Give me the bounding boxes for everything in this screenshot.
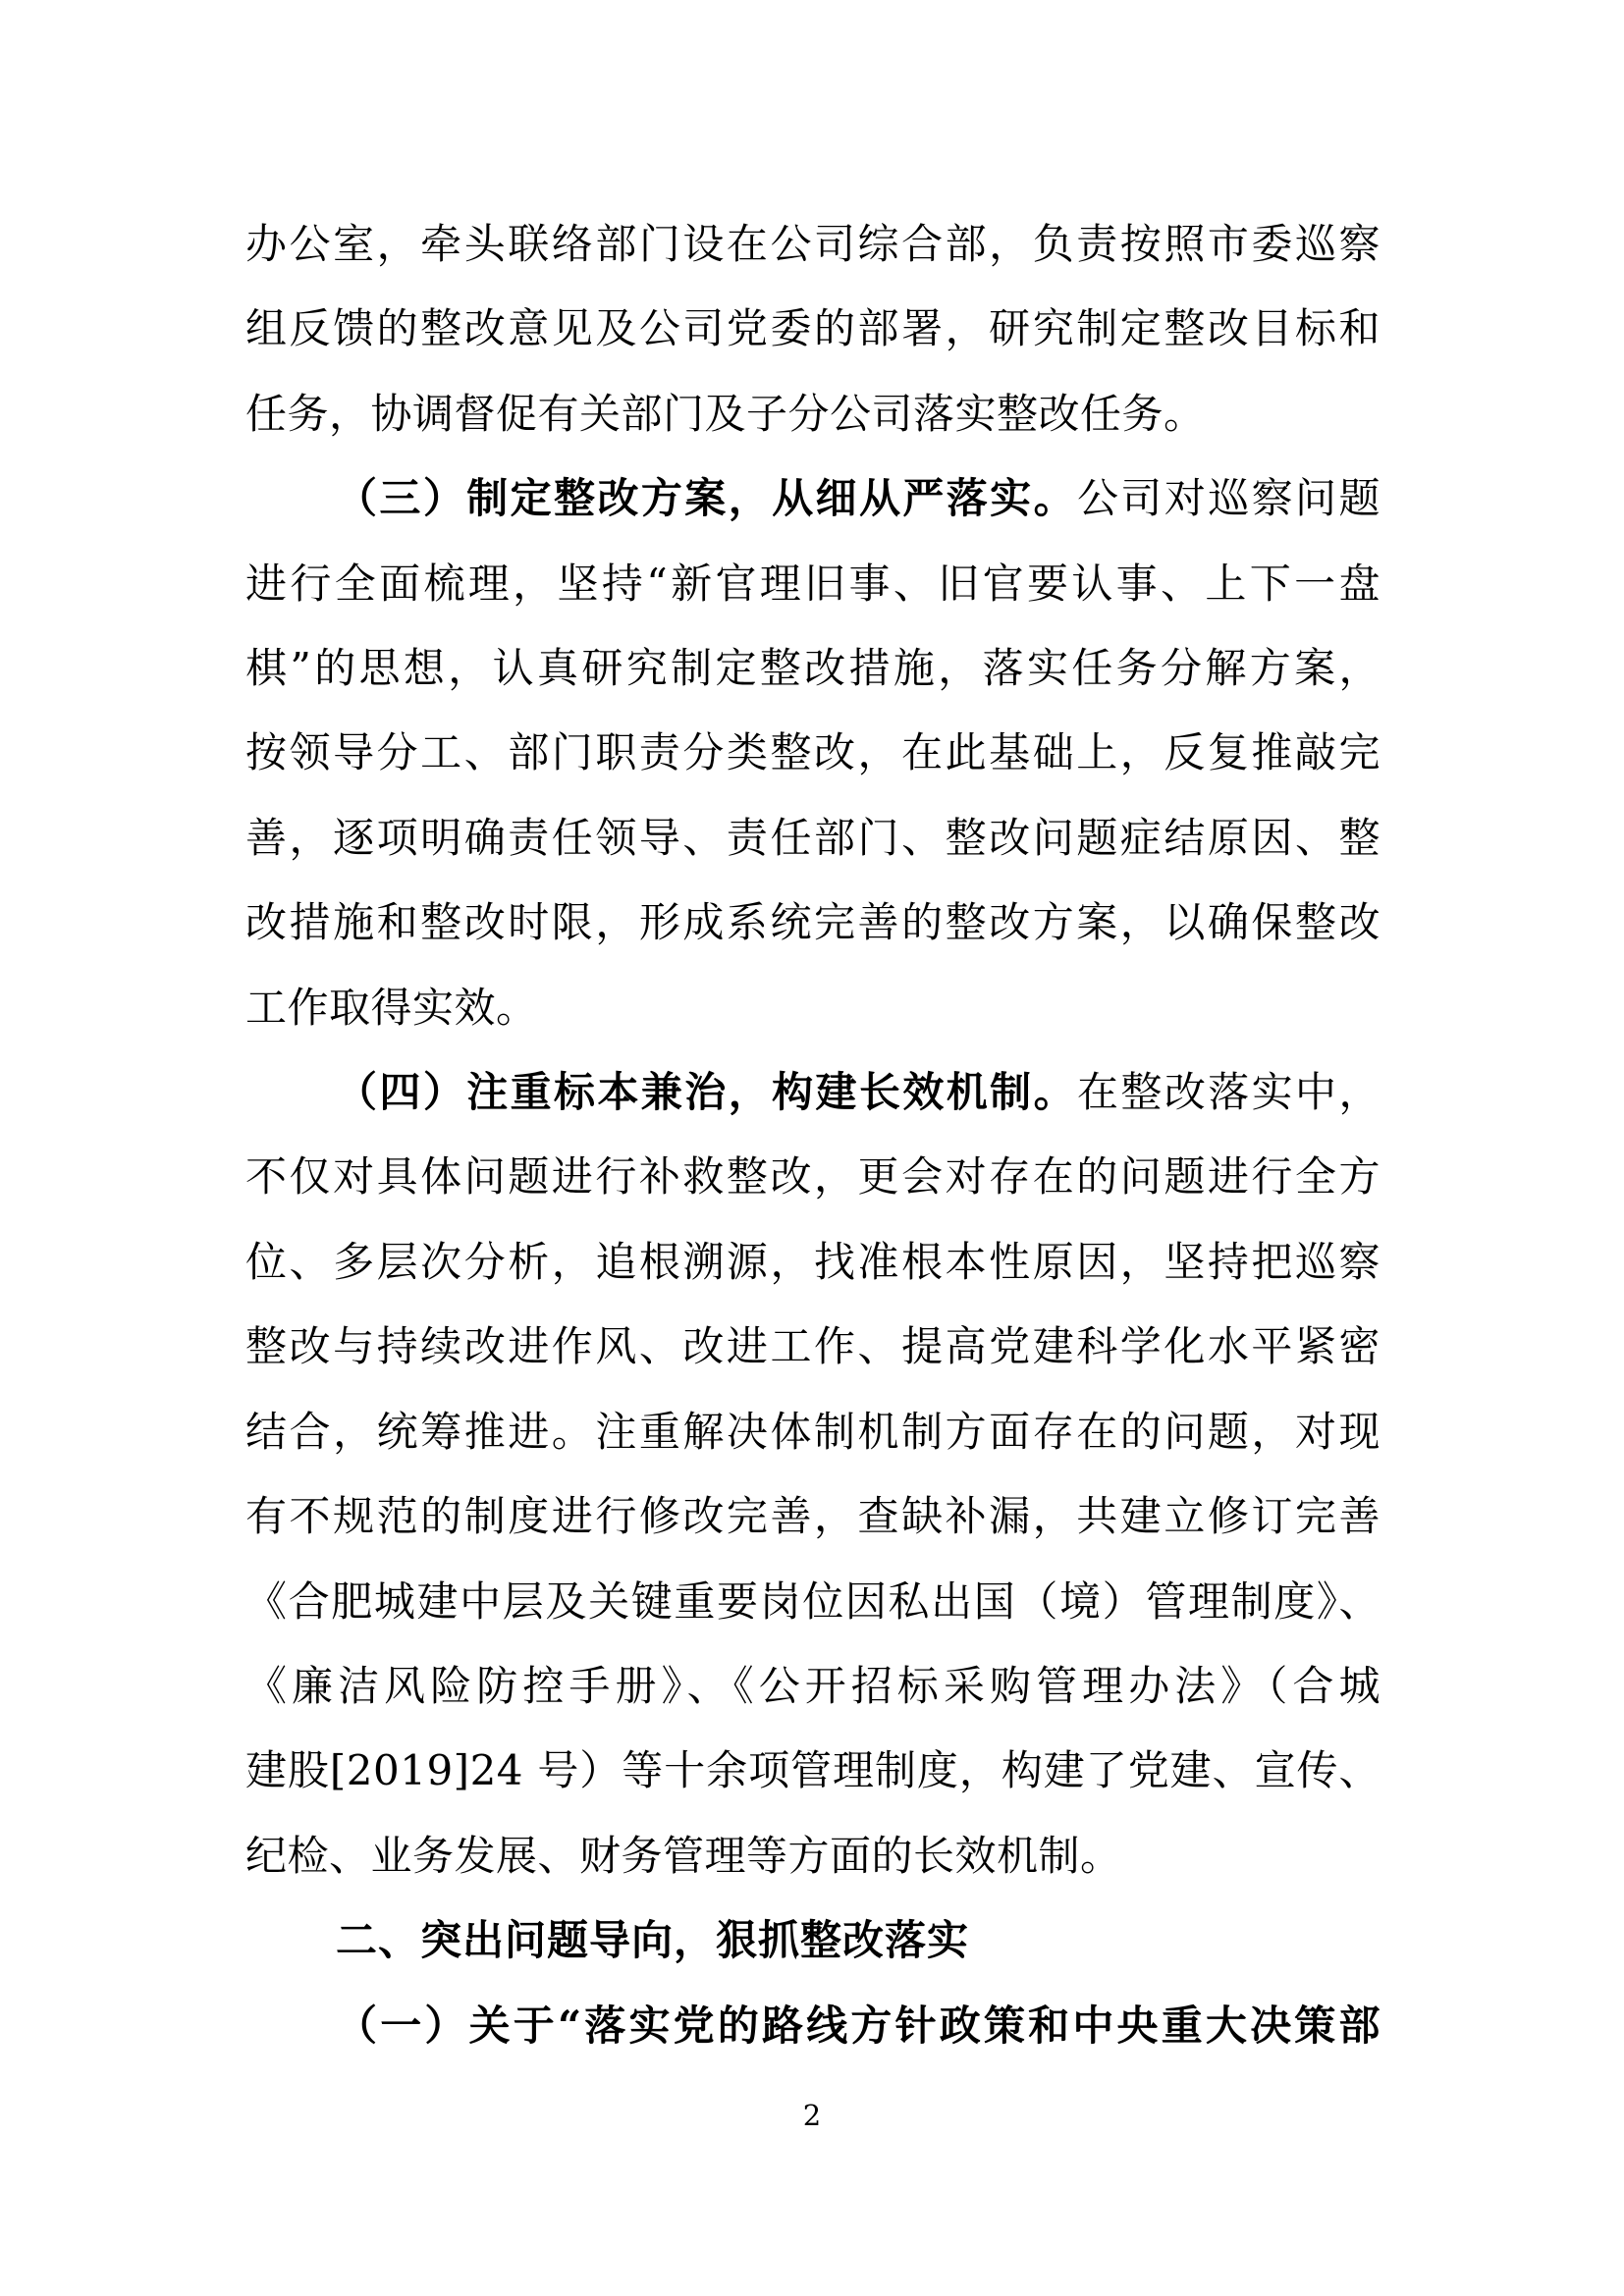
- page-number: 2: [802, 2099, 822, 2132]
- line-text: 公司对巡察问题: [1077, 474, 1380, 523]
- text-line: 位、多层次分析，追根溯源，找准根本性原因，坚持把巡察: [245, 1237, 1380, 1286]
- text-line: 工作取得实效。: [245, 983, 538, 1032]
- subsection-title: （三）制定整改方案，从细从严落实。: [336, 474, 1077, 523]
- text-line: 善，逐项明确责任领导、责任部门、整改问题症结原因、整: [245, 813, 1380, 862]
- subsection-heading-4: [245, 1050, 1380, 1135]
- text-line: 进行全面梳理，坚持“新官理旧事、旧官要认事、上下一盘: [245, 559, 1380, 608]
- text-line: 任务，协调督促有关部门及子分公司落实整改任务。: [245, 389, 1206, 438]
- text-line: 改措施和整改时限，形成系统完善的整改方案，以确保整改: [245, 898, 1380, 947]
- text-line: 建股[2019]24 号）等十余项管理制度，构建了党建、宣传、: [245, 1746, 1380, 1795]
- text-line: 有不规范的制度进行修改完善，查缺补漏，共建立修订完善: [245, 1492, 1380, 1541]
- subsection-title: （四）注重标本兼治，构建长效机制。: [336, 1068, 1077, 1117]
- text-line: 按领导分工、部门职责分类整改，在此基础上，反复推敲完: [245, 728, 1380, 777]
- subsection-heading-3: [245, 456, 1380, 541]
- text-line: 整改与持续改进作风、改进工作、提高党建科学化水平紧密: [245, 1322, 1380, 1371]
- text-line: 《廉洁风险防控手册》、《公开招标采购管理办法》（合城: [245, 1661, 1380, 1710]
- text-line: 《合肥城建中层及关键重要岗位因私出国（境）管理制度》、: [245, 1576, 1380, 1626]
- line-text: 在整改落实中，: [1077, 1068, 1380, 1117]
- text-line: 办公室，牵头联络部门设在公司综合部，负责按照市委巡察: [245, 220, 1380, 268]
- subsection-heading-1: （一）关于“落实党的路线方针政策和中央重大决策部: [336, 2001, 1380, 2050]
- text-line: 结合，统筹推进。注重解决体制机制方面存在的问题，对现: [245, 1407, 1380, 1456]
- document-body: [245, 202, 1380, 2068]
- section-heading-2: 二、突出问题导向，狠抓整改落实: [336, 1916, 970, 1965]
- text-line: 不仅对具体问题进行补救整改，更会对存在的问题进行全方: [245, 1152, 1380, 1201]
- text-line: 纪检、业务发展、财务管理等方面的长效机制。: [245, 1831, 1122, 1880]
- text-line: 组反馈的整改意见及公司党委的部署，研究制定整改目标和: [245, 304, 1380, 353]
- text-line: 棋”的思想，认真研究制定整改措施，落实任务分解方案，: [245, 644, 1380, 693]
